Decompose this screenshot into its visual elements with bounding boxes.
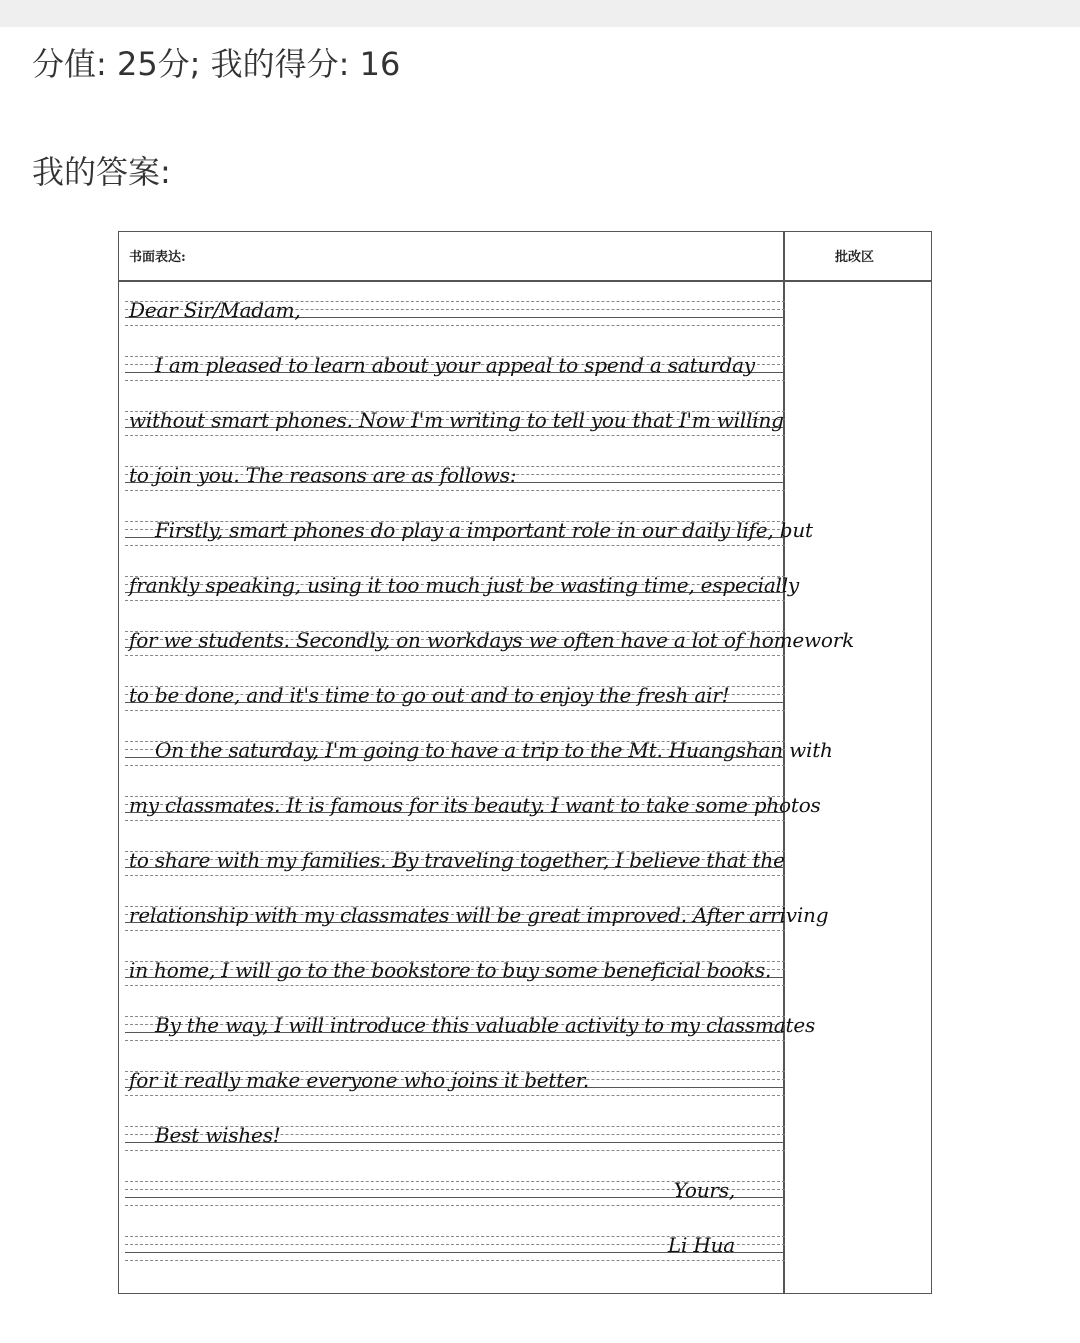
handwritten-line: relationship with my classmates will be great improved. After arriving bbox=[129, 903, 829, 927]
handwritten-line: By the way, I will introduce this valuable activity to my classmates bbox=[155, 1013, 816, 1037]
writing-row bbox=[125, 779, 821, 834]
writing-row bbox=[125, 284, 785, 339]
writing-row bbox=[125, 669, 785, 724]
handwritten-line: I am pleased to learn about your appeal to spend a saturday bbox=[155, 353, 755, 377]
handwritten-line: Best wishes! bbox=[155, 1123, 281, 1147]
writing-section-label: 书面表达: bbox=[129, 250, 186, 265]
writing-row bbox=[125, 1164, 785, 1219]
writing-row bbox=[125, 394, 785, 449]
writing-row bbox=[125, 999, 816, 1054]
writing-row bbox=[125, 834, 785, 889]
handwritten-lines bbox=[125, 284, 855, 1292]
handwritten-line: Dear Sir/Madam, bbox=[129, 298, 301, 322]
writing-row bbox=[125, 724, 833, 779]
grading-area-label: 批改区 bbox=[835, 250, 875, 265]
writing-row bbox=[125, 944, 785, 999]
writing-row bbox=[125, 449, 785, 504]
writing-row bbox=[125, 1054, 785, 1109]
handwritten-line: to join you. The reasons are as follows: bbox=[129, 463, 517, 487]
top-status-strip bbox=[0, 0, 1080, 27]
writing-row bbox=[125, 614, 855, 669]
writing-row bbox=[125, 339, 785, 394]
handwritten-line: On the saturday, I'm going to have a trip to the Mt. Huangshan with bbox=[155, 738, 833, 762]
header-rule bbox=[119, 280, 931, 282]
writing-row bbox=[125, 889, 829, 944]
answer-sheet-image bbox=[118, 231, 932, 1294]
handwritten-line: Li Hua bbox=[667, 1233, 735, 1257]
writing-row bbox=[125, 1219, 785, 1274]
handwritten-line: for it really make everyone who joins it better. bbox=[129, 1068, 590, 1092]
handwritten-line: without smart phones. Now I'm writing to tell you that I'm willing bbox=[129, 408, 784, 432]
handwritten-line: to share with my families. By traveling together, I believe that the bbox=[129, 848, 785, 872]
handwritten-line: for we students. Secondly, on workdays we often have a lot of homework bbox=[129, 628, 855, 652]
writing-row bbox=[125, 1109, 785, 1164]
handwritten-line: frankly speaking, using it too much just be wasting time, especially bbox=[129, 573, 800, 597]
score-summary: 分值: 25分; 我的得分: 16 bbox=[32, 45, 401, 83]
handwritten-line: Firstly, smart phones do play a important role in our daily life, but bbox=[155, 518, 813, 542]
handwritten-line: my classmates. It is famous for its beauty. I want to take some photos bbox=[129, 793, 821, 817]
my-answer-label: 我的答案: bbox=[32, 153, 171, 191]
writing-row bbox=[125, 559, 800, 614]
handwritten-line: in home, I will go to the bookstore to buy some beneficial books. bbox=[129, 958, 772, 982]
writing-row bbox=[125, 504, 813, 559]
handwritten-line: to be done, and it's time to go out and to enjoy the fresh air! bbox=[129, 683, 730, 707]
handwritten-line: Yours, bbox=[673, 1178, 735, 1202]
